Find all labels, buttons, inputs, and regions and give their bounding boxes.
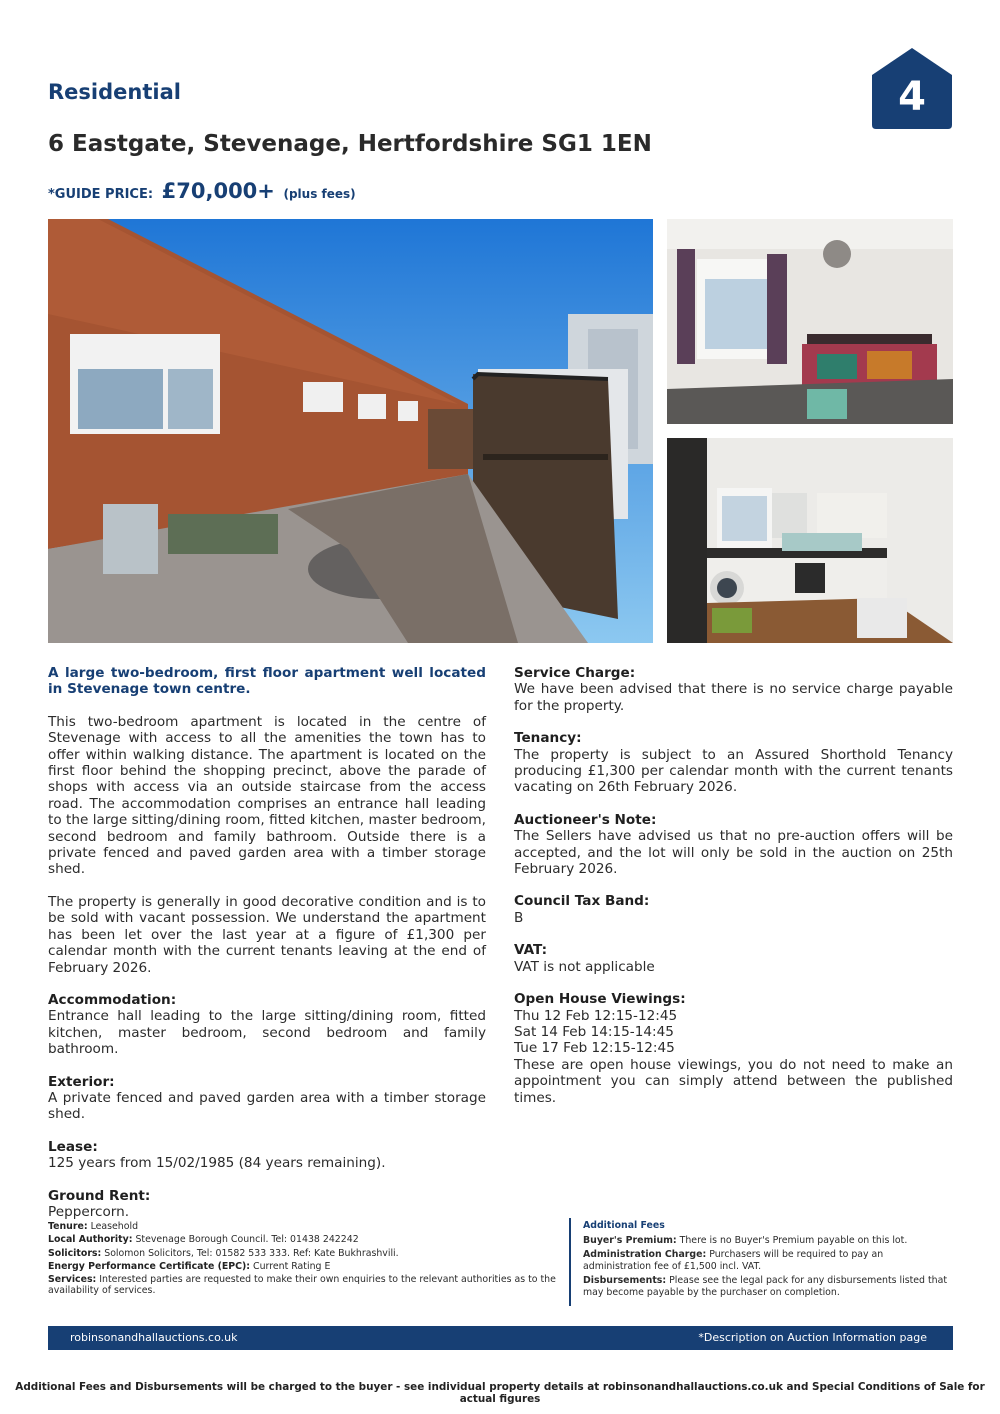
service-charge-text: We have been advised that there is no service charge payable for the property. [514, 681, 953, 714]
guide-price-fees: (plus fees) [283, 187, 356, 201]
property-address: 6 Eastgate, Stevenage, Hertfordshire SG1 1EN [48, 131, 652, 157]
additional-fees-title: Additional Fees [583, 1220, 665, 1231]
vat-text: VAT is not applicable [514, 958, 655, 975]
lease-section [48, 1139, 486, 1172]
vat-heading: VAT: [514, 942, 548, 959]
kitchen-photo [667, 438, 953, 643]
bedroom-photo [667, 219, 953, 424]
accommodation-text: Entrance hall leading to the large sitting/dining room, fitted kitchen, master bedroom, second bedroom and family bathroom. [48, 1008, 486, 1058]
service-charge-heading: Service Charge: [514, 665, 636, 681]
epc-line: Energy Performance Certificate (EPC): Current Rating E [48, 1261, 331, 1273]
viewing-slot: Thu 12 Feb 12:15-12:45 [514, 1007, 678, 1024]
accommodation-section [48, 992, 486, 1058]
lot-number: 4 [898, 74, 926, 120]
lot-badge [872, 48, 952, 129]
council-tax-text: B [514, 909, 524, 926]
tenancy-text: The property is subject to an Assured Shorthold Tenancy producing £1,300 per calendar month with the current tenants vacating on 26th February 2026. [514, 746, 953, 796]
service-charge-section [514, 665, 953, 714]
viewing-slot: Tue 17 Feb 12:15-12:45 [514, 1040, 675, 1057]
tenancy-section [514, 730, 953, 796]
exterior-heading: Exterior: [48, 1073, 115, 1090]
fees-disclaimer: Additional Fees and Disbursements will be charged to the buyer - see individual property details at robinsonandhallauctions.co.uk and Special Conditions of Sale for actual figures [15, 1381, 985, 1405]
footer-divider [569, 1218, 571, 1306]
guide-price-label: *GUIDE PRICE: [48, 187, 154, 202]
vat-section [514, 942, 953, 975]
description-left-column [48, 665, 486, 1236]
ground-rent-section [48, 1188, 486, 1221]
ground-rent-heading: Ground Rent: [48, 1187, 151, 1204]
lease-text: 125 years from 15/02/1985 (84 years remaining). [48, 1155, 386, 1172]
exterior-text: A private fenced and paved garden area with a timber storage shed. [48, 1089, 486, 1123]
footer-bar [48, 1326, 953, 1350]
garden-photo [48, 219, 653, 643]
council-tax-heading: Council Tax Band: [514, 893, 650, 910]
viewings-note: These are open house viewings, you do not need to make an appointment you can simply attend between the published times. [514, 1056, 953, 1106]
legal-info [48, 1220, 558, 1296]
admin-charge-line: Administration Charge: Purchasers will be required to pay an administration fee of £1,500 incl. VAT. [583, 1249, 884, 1272]
lease-heading: Lease: [48, 1138, 98, 1155]
viewings-heading: Open House Viewings: [514, 991, 686, 1008]
description-right-column [514, 665, 953, 1122]
auctioneer-note-text: The Sellers have advised us that no pre-auction offers will be accepted, and the lot will only be sold in the auction on 25th February 2026. [514, 828, 953, 878]
accommodation-heading: Accommodation: [48, 991, 177, 1008]
additional-fees [583, 1220, 953, 1302]
description-para-1: This two-bedroom apartment is located in the centre of Stevenage with access to all the amenities the town has to offer within walking distance. The apartment is located on the first floor behind the shopping precinct, above the parade of shops with access via an outside staircase from the access road. The accommodation comprises an entrance hall leading to the large sitting/dining room, fitted kitchen, master bedroom, second bedroom and family bathroom. Outside there is a private fenced and paved garden area with a timber storage shed. [48, 713, 486, 878]
tenancy-heading: Tenancy: [514, 730, 582, 747]
ground-rent-text: Peppercorn. [48, 1203, 130, 1220]
services-line: Services: Interested parties are requested to make their own enquiries to the relevant authorities as to the availability of services. [48, 1273, 556, 1296]
category-heading: Residential [48, 80, 181, 104]
guide-price-value: £70,000+ [161, 179, 275, 203]
local-authority-line: Local Authority: Stevenage Borough Council. Tel: 01438 242242 [48, 1234, 359, 1246]
intro-text: A large two-bedroom, first floor apartment well located in Stevenage town centre. [48, 665, 486, 698]
buyers-premium-line: Buyer's Premium: There is no Buyer's Premium payable on this lot. [583, 1234, 908, 1246]
exterior-section [48, 1074, 486, 1123]
disbursements-line: Disbursements: Please see the legal pack for any disbursements listed that may become payable by the purchaser on completion. [583, 1275, 948, 1298]
viewing-slot: Sat 14 Feb 14:15-14:45 [514, 1023, 674, 1040]
guide-price [48, 179, 356, 203]
auctioneer-note-section [514, 812, 953, 878]
website-link[interactable]: robinsonandhallauctions.co.uk [70, 1331, 238, 1344]
description-para-2: The property is generally in good decorative condition and is to be sold with vacant possession. We understand the apartment has been let over the last year at a figure of £1,300 per calendar month with the current tenants leaving at the end of February 2026. [48, 893, 486, 976]
council-tax-section [514, 893, 953, 926]
tenure-line: Tenure: Leasehold [48, 1221, 139, 1232]
auctioneer-note-heading: Auctioneer's Note: [514, 811, 657, 828]
description-note: *Description on Auction Information page [698, 1331, 927, 1344]
viewings-section [514, 991, 953, 1106]
solicitors-line: Solicitors: Solomon Solicitors, Tel: 01582 533 333. Ref: Kate Bukhrashvili. [48, 1247, 399, 1259]
